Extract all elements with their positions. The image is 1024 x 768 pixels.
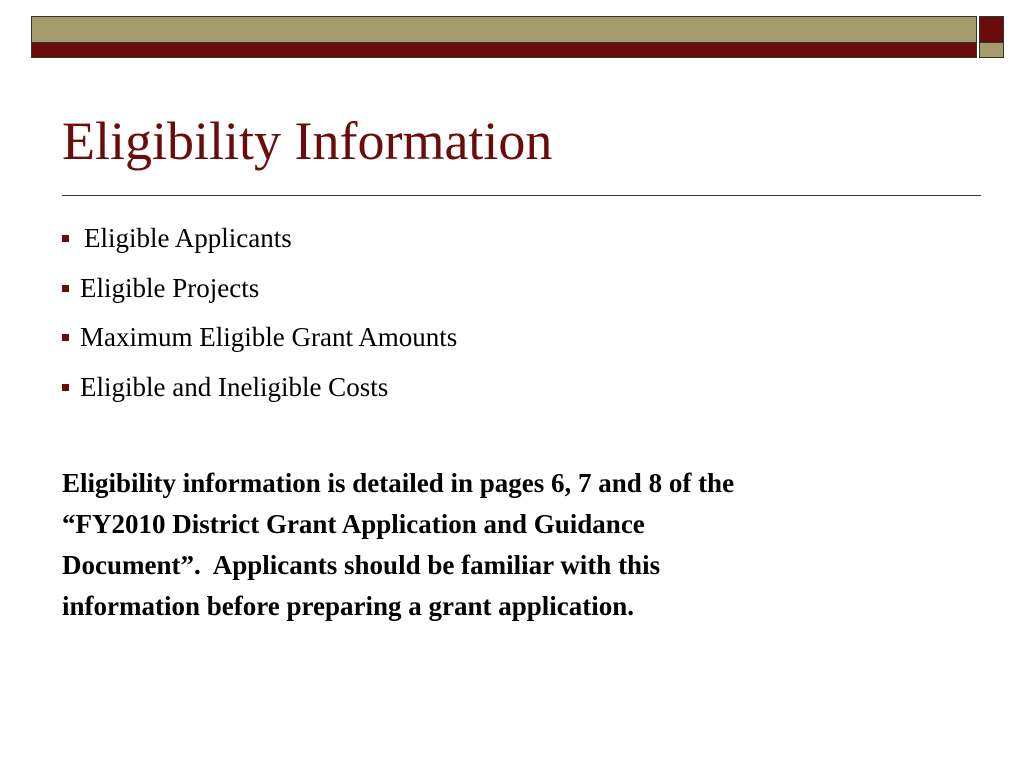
bullet-list [62,220,457,418]
slide-title: Eligibility Information [62,111,553,171]
note-line: “FY2010 District Grant Application and Guidance [62,509,645,539]
bullet-label: Maximum Eligible Grant Amounts [80,322,458,352]
note-line: information before preparing a grant application. [62,591,634,621]
bullet-label: Eligible Projects [80,272,260,303]
square-bullet-icon [62,384,69,391]
header-banner-red [31,43,977,58]
header-banner-olive [31,16,977,43]
note-line: Document”. Applicants should be familiar with this [62,550,661,580]
square-bullet-icon [62,334,69,341]
bullet-label: Eligible Applicants [84,223,292,253]
square-bullet-icon [62,285,69,292]
eligibility-note [62,463,942,627]
bullet-item [62,220,457,270]
header-corner-red [979,16,1004,43]
note-line: Eligibility information is detailed in pages 6, 7 and 8 of the [62,468,735,498]
title-divider [62,195,981,196]
header-corner-olive [979,43,1004,58]
bullet-item [62,369,457,419]
bullet-item [62,319,457,369]
bullet-label: Eligible and Ineligible Costs [80,371,389,402]
square-bullet-icon [62,235,69,242]
bullet-item [62,270,457,320]
